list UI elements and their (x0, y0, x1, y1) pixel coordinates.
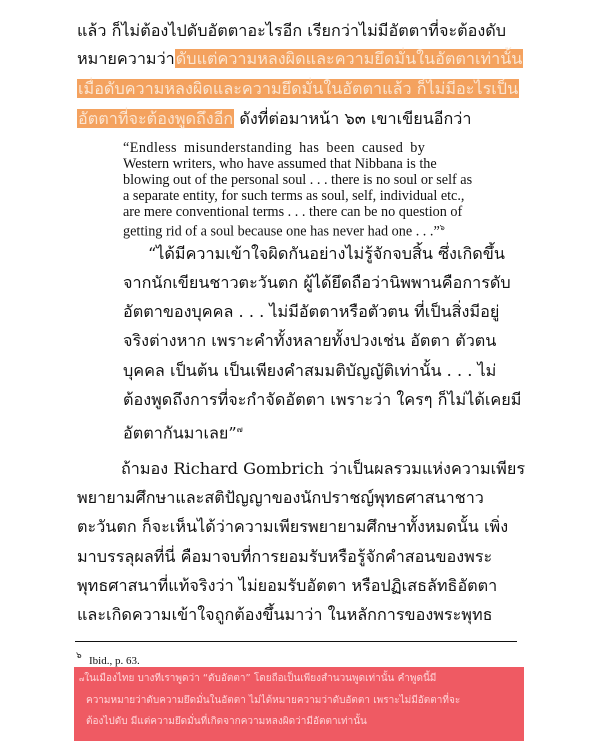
body-line: มาบรรลุผลที่นี่ คือมาจบที่การยอมรับหรือรู้จักคำสอนของพระ (77, 547, 493, 566)
english-quote-line: are mere conventional terms . . . there can be no question of (123, 204, 463, 220)
body-line (77, 108, 471, 130)
body-text: ดังที่ต่อมาหน้า ๖๓ เขาเขียนอีกว่า (234, 109, 472, 128)
thai-quote-line: “ได้มีความเข้าใจผิดกันอย่างไม่รู้จักจบสิ้น ซึ่งเกิดขึ้น (148, 244, 505, 263)
highlighted-text: เมื่อดับความหลงผิดและความยึดมั่นในอัตตาแล้ว ก็ไม่มีอะไรเป็น (78, 79, 519, 98)
footnote-7-text: ในเมืองไทย บางทีเราพูดว่า “ดับอัตตา” โดยถือเป็นเพียงสำนวนพูดเท่านั้น คำพูดนี้มี (84, 673, 437, 684)
body-line: และเกิดความเข้าใจถูกต้องขึ้นมาว่า ในหลักการของพระพุทธ (77, 605, 493, 624)
body-line: ตะวันตก ก็จะเห็นได้ว่าความเพียรพยายามศึกษาทั้งหมดนั้น เพิ่ง (77, 517, 509, 536)
english-quote-line: “Endless misunderstanding has been caused by (123, 140, 426, 156)
english-quote-line: Western writers, who have assumed that Nibbana is the (123, 156, 437, 172)
footnote-divider (75, 641, 517, 642)
english-quote-line (123, 220, 445, 240)
thai-quote-line: จากนักเขียนชาวตะวันตก ผู้ได้ยึดถือว่านิพพานคือการดับ (123, 273, 511, 292)
body-line: พุทธศาสนาที่แท้จริงว่า ไม่ยอมรับอัตตา หรือปฏิเสธลัทธิอัตตา (77, 576, 498, 595)
body-line (77, 48, 523, 70)
footnote-ref: ๖ (439, 223, 445, 232)
footnote-7-line: ต้องไปดับ มีแต่ความยึดมั่นที่เกิดจากความหลงผิดว่ามีอัตตาเท่านั้น (86, 716, 367, 727)
thai-quote-line: จริงต่างหาก เพราะคำทั้งหลายทั้งปวงเช่น อัตตา ตัวตน (123, 331, 497, 350)
footnote-7-highlight (74, 667, 524, 741)
english-quote-text: getting rid of a soul because one has never had one . . .” (123, 223, 440, 240)
thai-quote-line (123, 301, 499, 323)
body-line: แล้ว ก็ไม่ต้องไปดับอัตตาอะไรอีก เรียกว่าไม่มีอัตตาที่จะต้องดับ (77, 21, 507, 40)
footnote-6-text: Ibid., p. 63. (89, 655, 140, 667)
thai-quote-line: บุคคล เป็นต้น เป็นเพียงคำสมมติบัญญัติเท่านั้น . . . ไม่ (123, 361, 497, 380)
thai-quote-line: ต้องพูดถึงการที่จะกำจัดอัตตา เพราะว่า ใครๆ ก็ไม่ได้เคยมี (123, 390, 522, 409)
highlighted-text: ดับแต่ความหลงผิดและความยึดมั่นในอัตตาเท่านั้น (175, 49, 523, 68)
footnote-ref: ๗ (236, 425, 243, 434)
thai-quote-text: อัตตากันมาเลย” (123, 423, 237, 443)
body-text: หมายความว่า (77, 49, 175, 68)
thai-quote-text: อัตตาของบุคคล . . . ไม่มีอัตตาหรือตัวตน ที่เป็นสิ่งมีอยู่ (123, 302, 500, 321)
footnote-7-line (79, 672, 436, 686)
thai-quote-line (123, 419, 243, 444)
body-line: ถ้ามอง Richard Gombrich ว่าเป็นผลรวมแห่งความเพียร (121, 459, 526, 478)
footnote-marker: ๗ (79, 675, 85, 683)
english-quote-line: blowing out of the personal soul . . . there is no soul or self as (123, 172, 473, 188)
footnote-marker: ๖ (76, 651, 82, 661)
body-line: พยายามศึกษาและสติปัญญาของนักปราชญ์พุทธศาสนาชาว (77, 488, 484, 507)
body-line (77, 78, 519, 100)
highlighted-text: อัตตาที่จะต้องพูดถึงอีก (78, 109, 234, 128)
footnote-7-line: ความหมายว่าดับความยึดมั่นในอัตตา ไม่ได้หมายความว่าดับอัตตา เพราะไม่มีอัตตาที่จะ (86, 695, 461, 706)
english-quote-line: a separate entity, for such terms as soul, self, individual etc., (123, 188, 465, 204)
